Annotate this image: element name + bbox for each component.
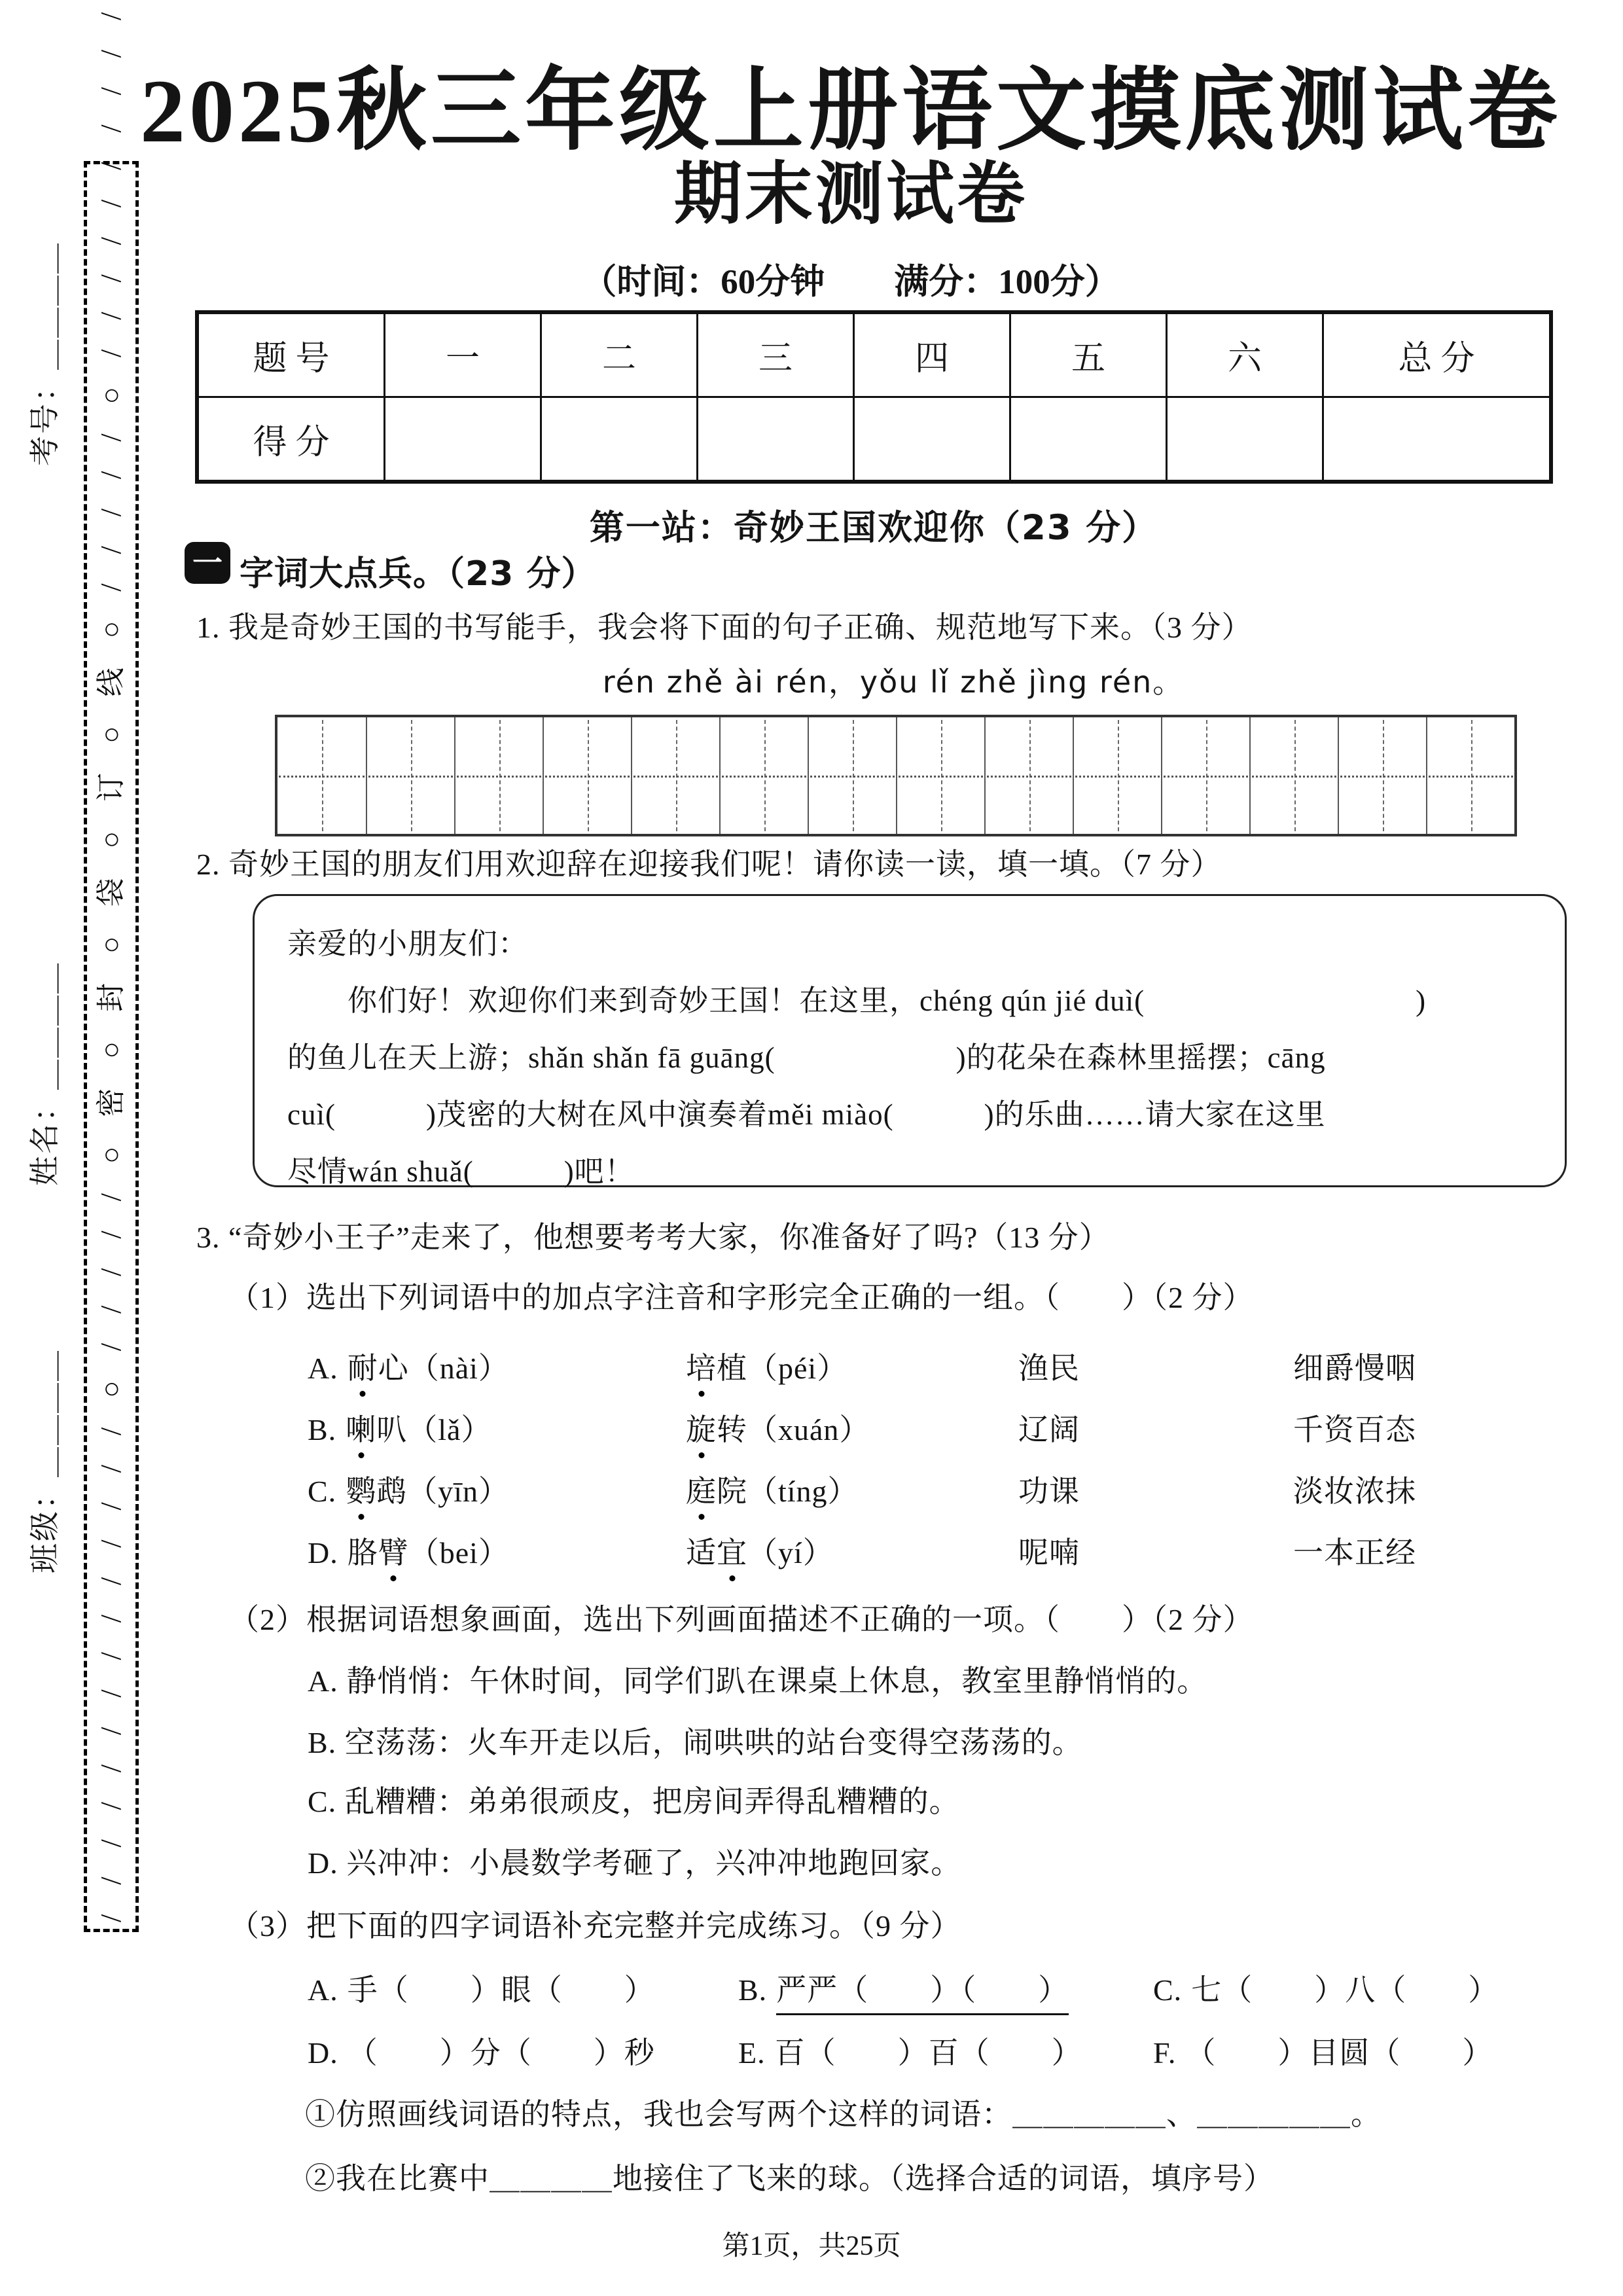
item-label: B. xyxy=(738,1973,768,2007)
word-rest: 鹉（yīn） xyxy=(376,1475,509,1508)
time-score-meta: （时间：60分钟 满分：100分） xyxy=(582,263,1120,301)
welcome-letter-box xyxy=(253,894,1567,1187)
letter-line: 亲爱的小朋友们： xyxy=(287,927,529,960)
word-rest: 院（tíng） xyxy=(717,1475,859,1508)
score-header-cell: 题 号 xyxy=(197,312,385,397)
item-label: A. xyxy=(308,1973,338,2007)
dotted-char: 庭 xyxy=(686,1467,717,1511)
word-pre: 适 xyxy=(686,1536,717,1570)
writing-cell xyxy=(1073,717,1161,834)
score-cell-empty xyxy=(698,397,854,482)
idiom-item: 七（ ）八（ ） xyxy=(1191,1973,1499,2007)
word-rest: 植（péi） xyxy=(717,1352,848,1385)
dotted-char: 臂 xyxy=(378,1529,409,1572)
class-field: 班级：＿＿＿＿ xyxy=(28,1349,62,1573)
dotted-char: 鹦 xyxy=(346,1467,376,1511)
page-footer: 第1页，共25页 xyxy=(722,2231,901,2261)
idiom-item-underlined: 严严（ ）（ ） xyxy=(776,1973,1069,2015)
score-table-score-row xyxy=(197,397,1551,482)
score-header-cell: 总 分 xyxy=(1323,312,1552,397)
option-label: C. xyxy=(308,1475,337,1508)
word-rest: 心（nài） xyxy=(378,1352,509,1385)
score-header-cell: 二 xyxy=(541,312,698,397)
word: 千资百态 xyxy=(1293,1413,1416,1446)
idiom-item: 百（ ）百（ ） xyxy=(774,2036,1082,2070)
option-c: C. 乱糟糟：弟弟很顽皮，把房间弄得乱糟糟的。 xyxy=(308,1785,960,1818)
question-2-text: 2. 奇妙王国的朋友们用欢迎辞在迎接我们呢！请你读一读，填一填。（7 分） xyxy=(196,848,1222,881)
question-1-pinyin: rén zhě ài rén，yǒu lǐ zhě jìng rén。 xyxy=(602,664,1185,700)
score-cell-empty xyxy=(1010,397,1167,482)
word: 一本正经 xyxy=(1293,1536,1416,1570)
word: 辽阔 xyxy=(1018,1413,1080,1446)
page-subtitle: 期末测试卷 xyxy=(673,157,1027,232)
word-rest: （bei） xyxy=(408,1536,509,1570)
option-b: B. 空荡荡：火车开走以后，闹哄哄的站台变得空荡荡的。 xyxy=(308,1726,1083,1759)
option-a: A. 静悄悄：午休时间，同学们趴在课桌上休息，教室里静悄悄的。 xyxy=(308,1664,1208,1698)
score-cell-empty xyxy=(854,397,1010,482)
letter-line: 尽情wán shuǎ( )吧！ xyxy=(287,1155,635,1188)
exercise-1-text: ①仿照画线词语的特点，我也会写两个这样的词语：＿＿＿＿＿、＿＿＿＿＿。 xyxy=(305,2098,1382,2131)
item-label: C. xyxy=(1153,1973,1183,2007)
score-table-header-row xyxy=(197,312,1551,397)
writing-cell xyxy=(984,717,1073,834)
score-header-cell: 六 xyxy=(1167,312,1323,397)
word-pre: 胳 xyxy=(347,1536,378,1570)
dotted-char: 培 xyxy=(686,1344,717,1388)
score-row-label: 得 分 xyxy=(197,397,385,482)
seal-binding-line-text: / / / / / / / / / / / / / / ○ / / / / / ○ 密 ○ 封 ○ 袋 ○ 订 ○ 线 ○ / / / / / ○ / / / / / / / / / / xyxy=(95,5,127,1922)
writing-cell xyxy=(366,717,454,834)
exercise-2-text: ②我在比赛中＿＿＿＿地接住了飞来的球。（选择合适的词语，填序号） xyxy=(305,2162,1274,2195)
writing-cell xyxy=(1161,717,1249,834)
writing-cell xyxy=(896,717,984,834)
score-header-cell: 一 xyxy=(385,312,541,397)
dotted-char: 旋 xyxy=(686,1406,717,1449)
writing-grid xyxy=(275,715,1517,836)
page-title: 2025秋三年级上册语文摸底测试卷 xyxy=(139,61,1561,161)
seal-binding-strip xyxy=(84,5,139,1932)
score-table xyxy=(195,310,1553,484)
item-label: F. xyxy=(1153,2036,1177,2070)
letter-line: cuì( )茂密的大树在风中演奏着měi miào( )的乐曲……请大家在这里 xyxy=(287,1098,1326,1131)
score-cell-empty xyxy=(541,397,698,482)
option-label: A. xyxy=(308,1352,338,1385)
dotted-char: 喇 xyxy=(346,1406,376,1449)
writing-cell xyxy=(808,717,896,834)
writing-cell xyxy=(454,717,543,834)
station-heading: 第一站：奇妙王国欢迎你（23 分） xyxy=(589,508,1158,548)
student-name-field: 姓名：＿＿＿＿ xyxy=(28,961,62,1186)
score-cell-empty xyxy=(1167,397,1323,482)
dotted-char: 宜 xyxy=(717,1529,747,1572)
section-one-title: 字词大点兵。（23 分） xyxy=(240,554,596,594)
word: 渔民 xyxy=(1018,1352,1080,1385)
idiom-item: 手（ ）眼（ ） xyxy=(347,1973,655,2007)
idiom-item: （ ）目圆（ ） xyxy=(1185,2036,1493,2070)
option-label: B. xyxy=(308,1413,337,1446)
word: 呢喃 xyxy=(1018,1536,1080,1570)
item-label: E. xyxy=(738,2036,766,2070)
writing-cell xyxy=(1338,717,1426,834)
score-cell-empty xyxy=(385,397,541,482)
word: 功课 xyxy=(1018,1475,1080,1508)
score-header-cell: 四 xyxy=(854,312,1010,397)
word-rest: 转（xuán） xyxy=(717,1413,870,1446)
writing-cell xyxy=(543,717,631,834)
writing-cell xyxy=(1426,717,1514,834)
writing-cell xyxy=(719,717,808,834)
word-rest: （yí） xyxy=(747,1536,834,1570)
option-label: D. xyxy=(308,1536,338,1570)
word: 淡妆浓抹 xyxy=(1293,1475,1416,1508)
letter-line: 的鱼儿在天上游；shǎn shǎn fā guāng( )的花朵在森林里摇摆；cāng xyxy=(287,1041,1326,1074)
exam-number-field: 考号：＿＿＿＿ xyxy=(28,242,62,466)
dotted-char: 耐 xyxy=(348,1344,378,1388)
word-rest: 叭（lǎ） xyxy=(376,1413,492,1446)
writing-cell xyxy=(1249,717,1338,834)
word: 细爵慢咽 xyxy=(1293,1352,1416,1385)
question-3-1-title: （1）选出下列词语中的加点字注音和字形完全正确的一组。（ ）（2 分） xyxy=(229,1281,1254,1314)
score-header-cell: 五 xyxy=(1010,312,1167,397)
score-cell-empty xyxy=(1323,397,1552,482)
letter-line: 你们好！欢迎你们来到奇妙王国！在这里，chéng qún jié duì( ) xyxy=(287,984,1427,1017)
question-3-text: 3. “奇妙小王子”走来了，他想要考考大家，你准备好了吗?（13 分） xyxy=(196,1221,1110,1254)
section-one-badge: 一 xyxy=(185,542,230,584)
option-d: D. 兴冲冲：小晨数学考砸了，兴冲冲地跑回家。 xyxy=(308,1846,962,1880)
score-header-cell: 三 xyxy=(698,312,854,397)
writing-cell xyxy=(277,717,366,834)
item-label: D. xyxy=(308,2036,338,2070)
idiom-item: （ ）分（ ）秒 xyxy=(347,2036,655,2070)
question-1-text: 1. 我是奇妙王国的书写能手，我会将下面的句子正确、规范地写下来。（3 分） xyxy=(196,611,1253,644)
writing-cell xyxy=(631,717,719,834)
question-3-2-title: （2）根据词语想象画面，选出下列画面描述不正确的一项。（ ）（2 分） xyxy=(229,1603,1254,1636)
question-3-3-title: （3）把下面的四字词语补充完整并完成练习。（9 分） xyxy=(229,1909,961,1943)
